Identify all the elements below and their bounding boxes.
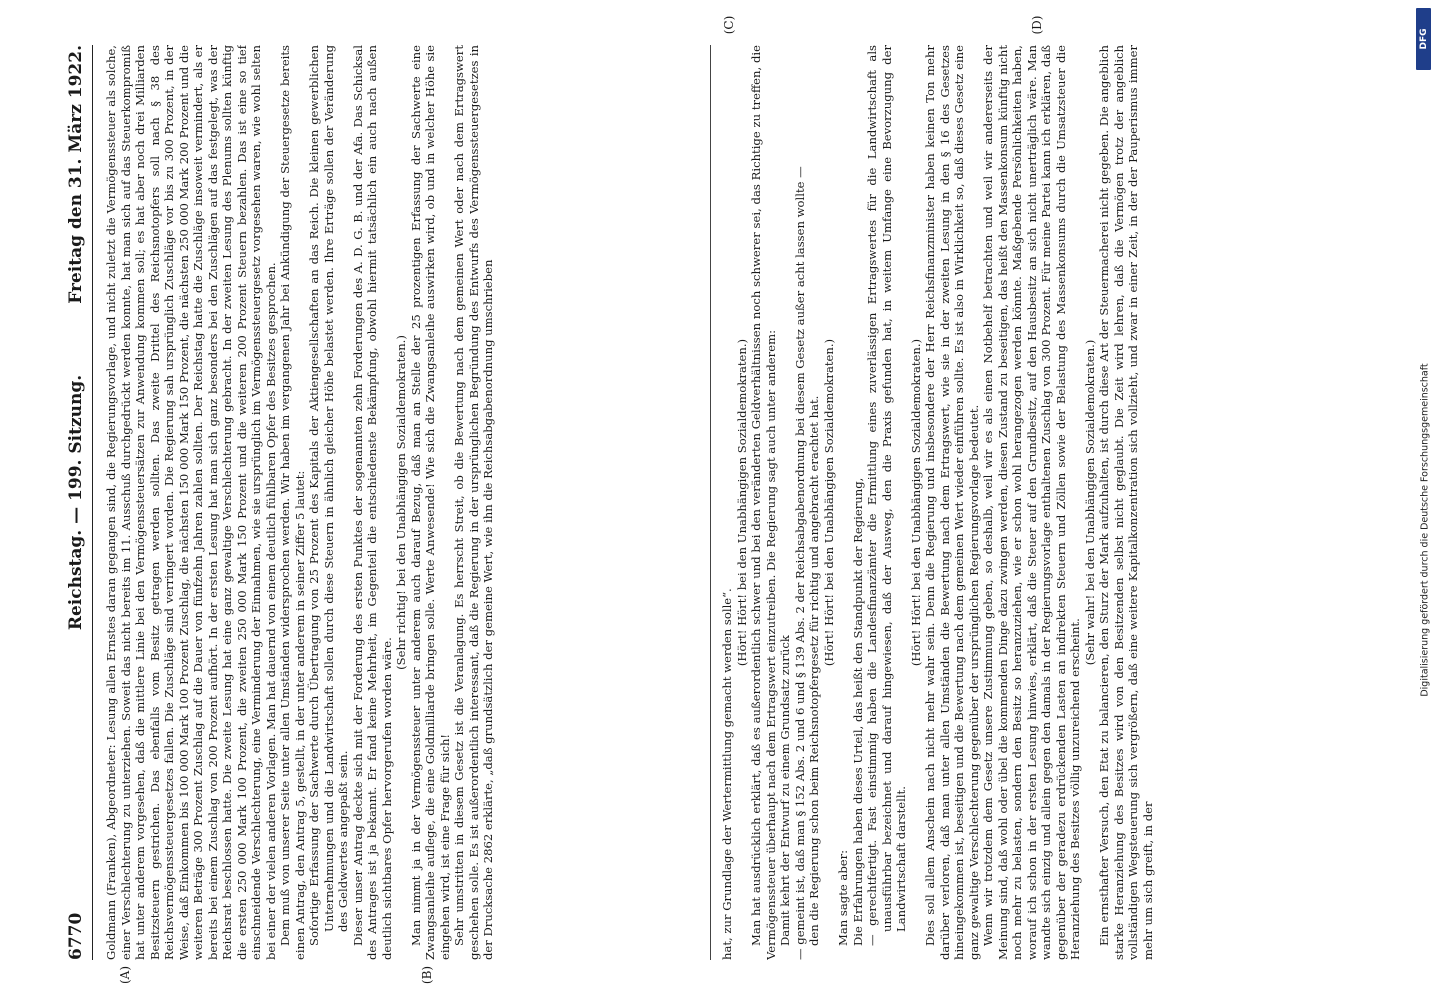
dfg-logo-text: DFG [1418,28,1429,50]
paragraph: — gemeint ist, daß man § 152 Abs. 2 und 6 und § 139 Abs. 2 der Reichsabgabenordnung bei diesem Gesetz außer acht lassen wollte — [792,166,807,960]
quotation: Die Erfahrungen haben dieses Urteil, das heißt den Standpunkt der Regierung, [850,477,865,946]
quotation: Damit kehrt der Entwurf zu einem Grundsatz zurück [778,635,792,946]
page-header [62,45,93,960]
paragraph: Man nimmt ja in der Vermögenssteuer unter anderem auch darauf Bezug, daß man an Stelle der 25 prozentigen Erfassung der Sachwerte eine Zwangsanleihe auflege, die eine Goldmilliarde bringen solle. Werte Anwesende! Wie sich die Zwangsanleihe auswirken wird, ob und in welcher Höhe sie eingehen wird, ist eine Frage für sich! [408,45,452,960]
paragraph: Ein ernsthafter Versuch, den Etat zu balancieren, den Sturz der Mark aufzuhalten, ist durch diese Art der Steuermacherei nicht gegeben. Die angeblich starke Heranziehung des Besitzes wird von den Besitzenden selbst nicht geglaubt. Die Zeit wird lehren, daß die Vermögen trotz der angeblich vollständigen Wegsteuerung sich vergrößern, daß eine weitere Kapitalkonzentration sich vollzieht, und zwar in einer Zeit, in der der Pauperismus immer mehr um sich greift, in der [1097,45,1155,960]
digitization-credit [1417,80,1433,980]
margin-letter-c: (C) [722,15,736,35]
interjection: (Sehr wahr! bei den Unabhängigen Sozialdemokraten.) [1082,339,1097,666]
interjection: (Hört! Hört! bei den Unabhängigen Sozialdemokraten.) [908,338,923,667]
credit-text: Digitalisierung gefördert durch die Deutsche Forschungsgemeinschaft [1419,363,1431,697]
margin-letter-b: (B) [420,965,434,985]
margin-letter-a: (A) [118,965,132,985]
paragraph: Goldmann (Franken), Abgeordneter: Lesung allen Ernstes daran gegangen sind, die Regierungsvorlage, und nicht zuletzt die Vermögenssteuer als solche, einer Verschlechterung zu unterziehen. Soweit das nicht bereits im 11. Ausschuß durchgedrückt werden konnte, hat man sich auf das Steuerkompromiß hat unter anderem vorgesehen, daß die mittlere Linie bei den Vermögenssteuersätzen zur Anwendung kommen soll; es hat aber noch drei Milliarden Besitzsteuern gestrichen. Das ebenfalls vom Besitz getragen werden sollten. Das zweite Drittel des Reichsnotopfers soll nach § 38 des Reichsvermögenssteuergesetzes fallen. Die Zuschläge sind verringert worden. Die Regierung sah ursprünglich Zuschläge vor bis zu 300 Prozent, in der Weise, daß Einkommen bis 100 000 Mark 100 Prozent Zuschlag, die nächsten 150 000 Mark 150 Prozent, die nächsten 250 000 Mark 200 Prozent und die weiteren Beträge 300 Prozent Zuschlag auf die Dauer von fünfzehn Jahren zahlen sollten. Der Reichstag hatte die Zuschläge insoweit vermindert, als er bereits bei einem Zuschlag von 200 Prozent aufhört. In der ersten Lesung hat man sich ganz besonders bei den Zuschlägen auf das festgelegt, was der Reichsrat beschlossen hatte. Die zweite Lesung hat eine ganz gewaltige Verschlechterung gebracht. In der zweiten Lesung des Plenums sollten künftig die ersten 250 000 Mark 100 Prozent, die zweiten 250 000 Mark 150 Prozent und die weiteren 200 Prozent Steuern bezahlen. Das ist eine so tief einschneidende Verschlechterung, eine Verminderung der Einnahmen, wie sie ursprünglich im Vermögenssteuergesetz vorgesehen waren, wie wohl selten bei einer der vielen anderen Vorlagen. Man hat dauernd von einem deutlich fühlbaren Opfer des Besitzes gesprochen. [104,45,278,960]
paragraph: Man sagte aber: [836,849,850,946]
column-right [720,45,1370,960]
paragraph: Dem muß von unserer Seite unter allen Umständen widersprochen werden. Wir haben im vergangenen Jahr bei Ankündigung der Steuergesetze bereits einen Antrag, den Antrag 5, gestellt, in der unter anderem in seiner Ziffer 5 lautet: [278,45,307,960]
paragraph: Wenn wir trotzdem dem Gesetz unsere Zustimmung geben, so deshalb, weil wir es als einen Notbehelf betrachten und weil wir andererseits der Meinung sind, daß wohl oder übel die kommenden Dinge dazu zwingen werden, diesen Zustand zu beseitigen, das heißt den Massenkonsum künftig nicht noch mehr zu belasten, sondern den Besitz so heranzuziehen, wie er schon wohl herangezogen werden könnte. Maßgebende Persönlichkeiten haben, worauf ich schon in der ersten Lesung hinwies, erklärt, daß die Steuer auf den Grundbesitz, auf den Hausbesitz an sich nicht unerträglich wäre. Man wandte sich einzig und allein gegen den damals in der Regierungsvorlage enthaltenen Zuschlag von 300 Prozent. Für meine Partei kann ich erklären, daß gegenüber der geradezu erdrückenden Lasten an indirekten Steuern und Zöllen sowie der Belastung des Massenkonsums durch die Umsatzsteuer die Heranziehung des Besitzes völlig unzureichend erscheint. [981,45,1082,960]
interjection: (Sehr richtig! bei den Unabhängigen Sozialdemokraten.) [394,335,408,670]
interjection: (Hört! Hört! bei den Unabhängigen Sozialdemokraten.) [821,338,836,667]
column-divider [710,45,711,960]
margin-letter-d: (D) [1030,15,1044,35]
quoted-motion: Sofortige Erfassung der Sachwerte durch Übertragung von 25 Prozent des Kapitals der Aktiengesellschaften an das Reich. Die kleinen gewerblichen Unternehmungen und die Landwirtschaft sollen durch diese Steuern in ähnlich gleicher Höhe belastet werden. Ihre Erträge sollen der Veränderung des Geldwertes angepaßt sein. [307,45,350,946]
quotation: den die Regierung schon beim Reichsnotopfergesetz für richtig und angebracht erachtet hat. [807,395,821,946]
paragraph: Dieser unser Antrag deckte sich mit der Forderung des ersten Punktes der sogenannten zehn Forderungen des A. D. G. B. und der Afa. Das Schicksal des Antrages ist ja bekannt. Er fand keine Mehrheit, im Gegenteil die entschiedenste Bekämpfung, obwohl hiermit tatsächlich ein auch nach außen deutlich sichtbares Opfer hervorgerufen worden wäre. [350,45,394,960]
session-date: Freitag den 31. März 1922. [66,45,86,304]
dfg-logo [1416,8,1431,70]
interjection: (Hört! Hört! bei den Unabhängigen Sozialdemokraten.) [734,338,749,667]
paragraph: Man hat ausdrücklich erklärt, daß es außerordentlich schwer und bei den veränderten Geldverhältnissen noch schwerer sei, das Richtige zu treffen, die Vermögenssteuer überhaupt nach dem Ertragswert einzutreiben. Die Regierung sagt auch unter anderem: [749,45,778,960]
quotation: — gerechtfertigt. Fast einstimmig haben die Landesfinanzämter die Ermittlung eines zuverlässigen Ertragswertes für die Landwirtschaft als unausführbar bezeichnet und darauf hingewiesen, daß der Ausweg, den die Praxis gefunden hat, in weitem Umfange eine Bevorzugung der Landwirtschaft darstellt. [865,45,908,946]
paragraph: Dies soll allem Anschein nach nicht mehr wahr sein. Denn die Regierung und insbesondere der Herr Reichsfinanzminister haben keinen Ton mehr darüber verloren, daß man unter allen Umständen die Bewertung nach dem Ertragswert, wie sie in der zweiten Lesung in den § 16 des Gesetzes hineingekommen ist, beseitigen und die Bewertung nach dem gemeinen Wert wieder einführen sollte. Es ist also in Wirklichkeit so, daß dieses Gesetz eine ganz gewaltige Verschlechterung gegenüber der ursprünglichen Regierungsvorlage bedeutet. [923,45,981,960]
page-number: 6770 [66,912,86,960]
session-title: Reichstag. — 199. Sitzung. [66,374,86,631]
column-left [104,45,702,960]
paragraph: hat, zur Grundlage der Wertermittlung gemacht werden solle“. [720,588,734,960]
paragraph: Sehr umstritten in diesem Gesetz ist die Veranlagung. Es herrscht Streit, ob die Bewertung nach dem gemeinen Wert oder nach dem Ertragswert geschehen solle. Es ist außerordentlich interessant, daß die Regierung in der ursprünglichen Begründung des Entwurfs des Vermögenssteuergesetzes in der Drucksache 2862 erklärte, „daß grundsätzlich der gemeine Wert, wie ihn die Reichsabgabenordnung umschrieben [452,45,495,960]
